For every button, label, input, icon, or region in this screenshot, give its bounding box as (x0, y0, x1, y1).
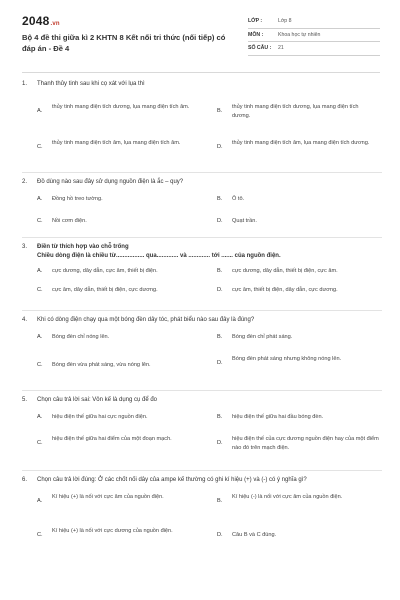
option-text: hiệu điện thế giữa hai cực nguồn điện. (52, 414, 148, 420)
question-text-line-2: Chiều dòng điện là chiều từ................. qua............. và ............. tới ....... của nguồn điện. (37, 253, 281, 259)
option-letter: D. (217, 360, 223, 366)
meta-value: 21 (278, 45, 284, 51)
option-letter: D. (217, 287, 223, 293)
question-stem (22, 476, 382, 485)
question-number: 1. (22, 81, 28, 87)
question-text: Chọn câu trả lời sai: Vôn kế là dụng cụ để đo (37, 397, 158, 403)
option-letter: C. (37, 144, 43, 150)
question-stem (22, 316, 382, 325)
option-text: cực dương, dây dẫn, thiết bị điện, cực âm. (232, 268, 338, 274)
site-logo[interactable] (22, 14, 60, 28)
question-stem (22, 80, 382, 89)
question-text: Thanh thủy tinh sau khi cọ xát với lụa thì (37, 81, 145, 87)
option-letter: A. (37, 414, 43, 420)
question-text: Khi có dòng điện chạy qua một bóng đèn dây tóc, phát biểu nào sau đây là đúng? (37, 317, 255, 323)
option-letter: A. (37, 108, 43, 114)
document-title: Bộ 4 đề thi giữa kì 2 KHTN 8 Kết nối tri thức (nối tiếp) có đáp án - Đề 4 (22, 33, 226, 53)
option-b[interactable] (217, 493, 372, 502)
question-stem (22, 243, 382, 261)
option-d[interactable] (217, 217, 377, 226)
option-text: hiệu điện thế giữa hai đầu bóng đèn. (232, 414, 324, 420)
option-text: Kí hiệu (-) là nối với cực âm của nguồn điện. (232, 494, 343, 500)
option-letter: B. (217, 196, 223, 202)
option-letter: C. (37, 532, 43, 538)
option-text: thủy tinh mang điện tích dương, lụa mang điện tích âm. (52, 104, 190, 110)
option-a[interactable] (37, 103, 197, 112)
option-letter: D. (217, 144, 223, 150)
option-text: thủy tinh mang điện tích âm, lụa mang điện tích âm. (52, 140, 181, 146)
option-letter: B. (217, 498, 223, 504)
option-c[interactable] (37, 217, 197, 226)
option-letter: C. (37, 287, 43, 293)
option-letter: C. (37, 362, 43, 368)
question-text: Chọn câu trả lời đúng: Ở các chốt nối dây của ampe kế thường có ghi kí hiệu (+) và (-) có ý nghĩa gì? (37, 477, 307, 483)
meta-value: Khoa học tự nhiên (278, 31, 321, 38)
option-b[interactable] (217, 413, 382, 422)
option-text: Nồi cơm điện. (52, 218, 87, 224)
meta-key: MÔN : (248, 31, 264, 38)
option-letter: C. (37, 218, 43, 224)
meta-table (248, 15, 380, 56)
option-d[interactable] (217, 139, 377, 148)
option-letter: D. (217, 218, 223, 224)
option-letter: A. (37, 334, 43, 340)
question-list (22, 80, 382, 583)
option-d[interactable] (217, 435, 382, 452)
option-d[interactable] (217, 355, 362, 364)
option-a[interactable] (37, 413, 207, 422)
option-c[interactable] (37, 361, 197, 370)
option-letter: B. (217, 108, 223, 114)
header-divider (22, 72, 380, 73)
option-b[interactable] (217, 103, 377, 120)
option-c[interactable] (37, 139, 197, 148)
question-number: 2. (22, 179, 28, 185)
option-text: Kí hiệu (+) là nối với cực âm của nguồn điện. (52, 494, 164, 500)
option-a[interactable] (37, 493, 192, 502)
question-text: Điền từ thích hợp vào chỗ trống (37, 244, 129, 250)
question-stem (22, 396, 382, 405)
document-header (22, 14, 380, 66)
option-text: Bóng đèn vừa phát sáng, vừa nóng lên. (52, 362, 151, 368)
meta-row-subject (248, 29, 380, 43)
question-number: 4. (22, 317, 28, 323)
question-number: 5. (22, 397, 28, 403)
meta-row-grade (248, 15, 380, 29)
option-text: Quạt trần. (232, 218, 257, 224)
meta-row-count (248, 42, 380, 56)
option-text: cực âm, thiết bị điện, dây dẫn, cực dương. (232, 287, 338, 293)
option-d[interactable] (217, 286, 382, 295)
option-text: Bóng đèn chỉ phát sáng. (232, 334, 293, 340)
question-number: 6. (22, 477, 28, 483)
option-text: cực dương, dây dẫn, cực âm, thiết bị điện. (52, 268, 158, 274)
option-a[interactable] (37, 267, 212, 276)
option-letter: A. (37, 268, 43, 274)
option-c[interactable] (37, 435, 207, 444)
option-letter: D. (217, 532, 223, 538)
meta-key: LỚP : (248, 18, 263, 24)
option-letter: A. (37, 498, 43, 504)
question-text: Đồ dùng nào sau đây sử dụng nguồn điện là ắc – quy? (37, 179, 184, 185)
question-stem (22, 178, 382, 187)
question-2 (22, 173, 382, 238)
option-letter: B. (217, 414, 223, 420)
option-c[interactable] (37, 286, 212, 295)
option-b[interactable] (217, 267, 382, 276)
option-text: Đồng hồ treo tường. (52, 196, 103, 202)
meta-key: SỐ CÂU : (248, 45, 272, 51)
option-letter: D. (217, 440, 223, 446)
option-a[interactable] (37, 195, 197, 204)
option-letter: B. (217, 268, 223, 274)
option-text: Ô tô. (232, 196, 245, 202)
question-4 (22, 311, 382, 391)
question-6 (22, 471, 382, 583)
option-text: thủy tinh mang điện tích âm, lụa mang điện tích dương. (232, 140, 370, 146)
option-a[interactable] (37, 333, 197, 342)
option-letter: A. (37, 196, 43, 202)
option-letter: C. (37, 440, 43, 446)
option-text: Kí hiệu (+) là nối với cực dương của nguồn điện. (52, 528, 173, 534)
option-letter: B. (217, 334, 223, 340)
option-text: Câu B và C đúng. (232, 532, 277, 538)
option-b[interactable] (217, 195, 377, 204)
question-number: 3. (22, 244, 28, 250)
logo-suffix: .vn (50, 21, 60, 27)
question-3 (22, 238, 382, 311)
meta-value: Lớp 8 (278, 18, 292, 24)
option-text: cực âm, dây dẫn, thiết bị điện, cực dương. (52, 287, 158, 293)
option-text: hiệu điện thế của cực dương nguồn điện hay của một điểm nào đó trên mạch điện. (232, 436, 379, 451)
option-d[interactable] (217, 531, 377, 540)
option-text: hiệu điện thế giữa hai điểm của một đoạn mạch. (52, 436, 172, 442)
logo-text: 2048 (22, 14, 50, 28)
option-text: Bóng đèn phát sáng nhưng không nóng lên. (232, 356, 342, 362)
option-text: thủy tinh mang điện tích dương, lụa mang điện tích dương. (232, 104, 359, 119)
question-1 (22, 80, 382, 173)
option-text: Bóng đèn chỉ nóng lên. (52, 334, 110, 340)
option-b[interactable] (217, 333, 377, 342)
question-5 (22, 391, 382, 471)
option-c[interactable] (37, 527, 197, 536)
